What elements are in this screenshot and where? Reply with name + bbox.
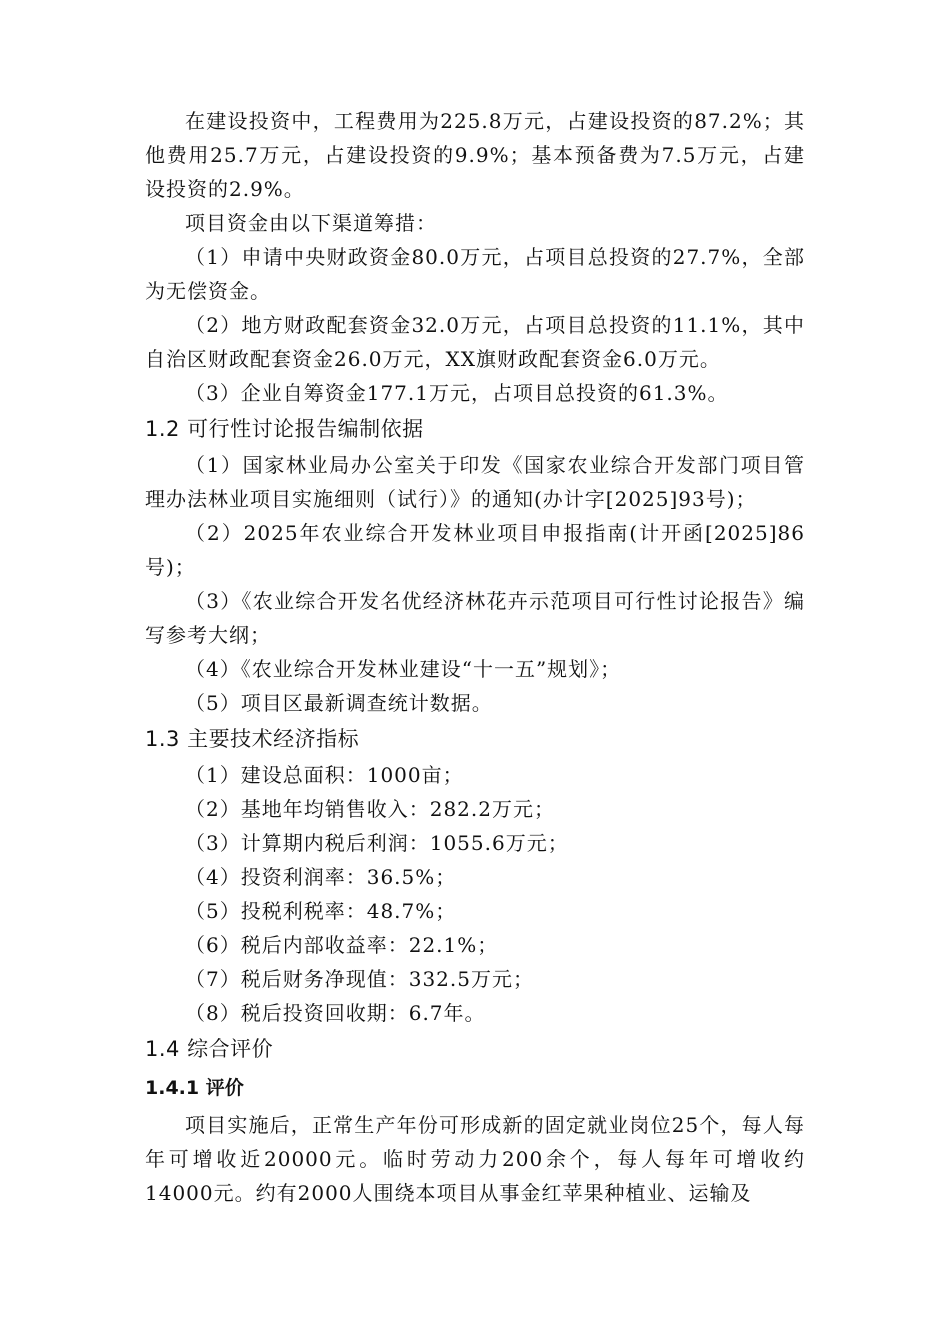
basis-item: （3）《农业综合开发名优经济林花卉示范项目可行性讨论报告》编写参考大纲； xyxy=(145,589,805,647)
section-heading-1-2: 1.2 可行性讨论报告编制依据 xyxy=(145,417,424,441)
indicator-item: （6）税后内部收益率：22.1%； xyxy=(185,933,499,957)
basis-item: （1）国家林业局办公室关于印发《国家农业综合开发部门项目管理办法林业项目实施细则（试行）》的通知(办计字[2025]93号)； xyxy=(145,453,805,511)
paragraph-fund-local: （2）地方财政配套资金32.0万元，占项目总投资的11.1%，其中自治区财政配套资金26.0万元，XX旗财政配套资金6.0万元。 xyxy=(145,313,805,371)
basis-item: （4）《农业综合开发林业建设“十一五”规划》； xyxy=(185,657,622,681)
indicator-item: （8）税后投资回收期：6.7年。 xyxy=(185,1001,486,1025)
indicator-item: （5）投税利税率：48.7%； xyxy=(185,899,457,923)
section-heading-1-4: 1.4 综合评价 xyxy=(145,1037,274,1061)
paragraph-evaluation: 项目实施后，正常生产年份可形成新的固定就业岗位25个，每人每年可增收近20000元。临时劳动力200余个，每人每年可增收约14000元。约有2000人围绕本项目从事金红苹果种植业、运输及 xyxy=(145,1113,805,1205)
indicator-item: （1）建设总面积：1000亩； xyxy=(185,763,464,787)
paragraph-fund-self: （3）企业自筹资金177.1万元，占项目总投资的61.3%。 xyxy=(185,381,729,405)
basis-item: （5）项目区最新调查统计数据。 xyxy=(185,691,493,715)
indicator-item: （3）计算期内税后利润：1055.6万元； xyxy=(185,831,569,855)
paragraph-fund-sources-intro: 项目资金由以下渠道筹措： xyxy=(185,211,437,235)
indicator-item: （4）投资利润率：36.5%； xyxy=(185,865,457,889)
indicator-item: （2）基地年均销售收入：282.2万元； xyxy=(185,797,555,821)
basis-item: （2）2025年农业综合开发林业项目申报指南(计开函[2025]86号)； xyxy=(145,521,805,579)
document-page xyxy=(145,104,805,1210)
section-heading-1-3: 1.3 主要技术经济指标 xyxy=(145,727,360,751)
paragraph-fund-central: （1）申请中央财政资金80.0万元，占项目总投资的27.7%，全部为无偿资金。 xyxy=(145,245,805,303)
paragraph-investment-structure: 在建设投资中，工程费用为225.8万元，占建设投资的87.2%；其他费用25.7万元，占建设投资的9.9%；基本预备费为7.5万元，占建设投资的2.9%。 xyxy=(145,109,805,201)
subsection-heading-1-4-1: 1.4.1 评价 xyxy=(145,1077,244,1099)
indicator-item: （7）税后财务净现值：332.5万元； xyxy=(185,967,534,991)
